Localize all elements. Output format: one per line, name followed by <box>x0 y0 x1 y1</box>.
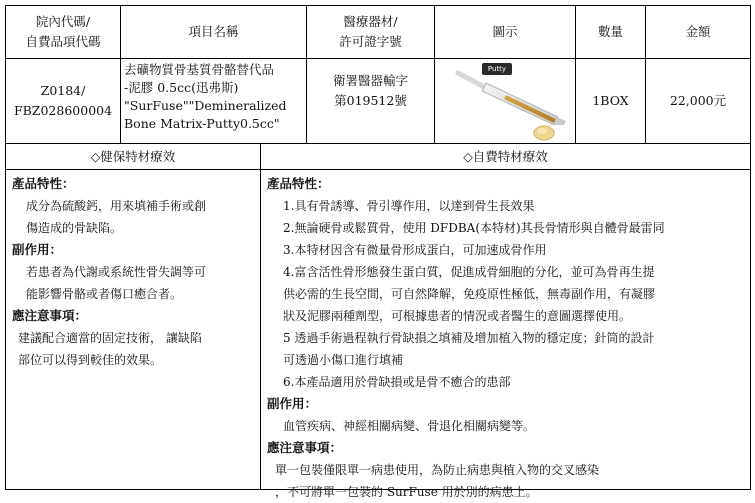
header-qty: 數量 <box>597 24 623 39</box>
lower-divider <box>260 143 261 490</box>
product-code <box>6 59 120 143</box>
product-name <box>124 61 306 133</box>
right-content <box>267 173 749 503</box>
border-right <box>750 5 751 490</box>
header-license <box>307 6 434 58</box>
right-features-line-2: 2.無論硬骨或鬆質骨，使用 DFDBA(本特材)其長骨情形與自體骨最雷同 <box>283 221 665 235</box>
right-features-line-6: 狀及泥膠兩種劑型，可根據患者的情況或者醫生的意圖選擇使用。 <box>283 309 632 323</box>
product-name-line-4: Bone Matrix-Putty0.5cc" <box>124 116 280 131</box>
left-content <box>12 173 258 371</box>
product-image <box>436 59 574 143</box>
right-features-line-7: 5 透過手術過程執行骨缺損之填補及增加植入物的穩定度；針筒的設計 <box>283 331 655 345</box>
header-code <box>6 6 120 58</box>
right-features-line-5: 供必需的生長空間，可自然降解，免疫原性極低，無毒副作用，有凝膠 <box>283 287 656 301</box>
right-side-effects-heading: 副作用： <box>267 396 318 411</box>
right-notes-heading: 應注意事項： <box>267 440 343 455</box>
product-code-line-1: Z0184/ <box>40 83 86 98</box>
header-code-line-1: 院內代碼/ <box>35 14 91 29</box>
left-side-effects-heading: 副作用： <box>12 242 63 257</box>
header-image: 圖示 <box>492 24 518 39</box>
header-amount: 金額 <box>685 24 711 39</box>
product-license-line-1: 衛署醫器輸字 <box>332 73 408 88</box>
product-license <box>307 59 434 123</box>
right-section-title: ◇自費特材療效 <box>463 148 548 164</box>
right-features-heading: 產品特性： <box>267 176 330 191</box>
right-side-effects-line-1: 血管疾病、神經相關病變、骨退化相關病變等。 <box>283 419 536 433</box>
right-features-line-4: 4.富含活性骨形態發生蛋白質，促進成骨細胞的分化，並可為骨再生提 <box>283 265 655 279</box>
header-code-line-2: 自費品項代碼 <box>25 34 101 49</box>
border-title-bottom <box>5 169 751 170</box>
header-name: 項目名稱 <box>188 24 239 39</box>
left-section-title: ◇健保特材療效 <box>90 148 176 164</box>
product-qty: 1BOX <box>592 93 629 108</box>
product-name-line-3: "SurFuse""Demineralized <box>124 98 287 113</box>
left-features-line-2: 傷造成的骨缺陷。 <box>26 221 123 235</box>
left-features-heading: 產品特性： <box>12 176 75 191</box>
left-notes-line-1: 建議配合適當的固定技術， 讓缺陷 <box>18 331 202 345</box>
right-features-line-1: 1.具有骨誘導、骨引導作用，以達到骨生長效果 <box>283 199 535 213</box>
product-name-line-1: 去礦物質骨基質骨骼替代品 <box>124 62 275 77</box>
product-code-line-2: FBZ028600004 <box>13 103 113 118</box>
left-features-line-1: 成分為硫酸鈣，用來填補手術或創 <box>26 199 207 213</box>
product-license-line-2: 第019512號 <box>334 93 407 108</box>
right-features-line-3: 3.本特材因含有微量骨形成蛋白，可加速成骨作用 <box>283 243 547 257</box>
left-notes-heading: 應注意事項： <box>12 308 88 323</box>
header-license-line-1: 醫療器材/ <box>343 14 398 29</box>
left-side-effects-line-2: 能影響骨骼或者傷口癒合者。 <box>26 287 183 301</box>
right-features-line-8: 可透過小傷口進行填補 <box>283 353 404 367</box>
left-notes-line-2: 部位可以得到較佳的效果。 <box>18 353 163 367</box>
product-image-label: Putty <box>487 65 507 73</box>
left-side-effects-line-1: 若患者為代謝或系統性骨失調等可 <box>26 265 207 279</box>
right-notes-line-1: 單一包裝僅限單一病患使用，為防止病患與植入物的交叉感染 <box>275 463 600 477</box>
product-name-line-2: -泥膠 0.5cc(迅弗斯) <box>124 80 239 95</box>
product-amount: 22,000元 <box>669 93 727 108</box>
header-license-line-2: 許可證字號 <box>339 34 402 49</box>
right-notes-line-2: ，不可將單一包裝的 SurFuse 用於別的病患上。 <box>275 485 538 499</box>
right-features-line-9: 6.本產品適用於骨缺損或是骨不癒合的患部 <box>283 375 511 389</box>
